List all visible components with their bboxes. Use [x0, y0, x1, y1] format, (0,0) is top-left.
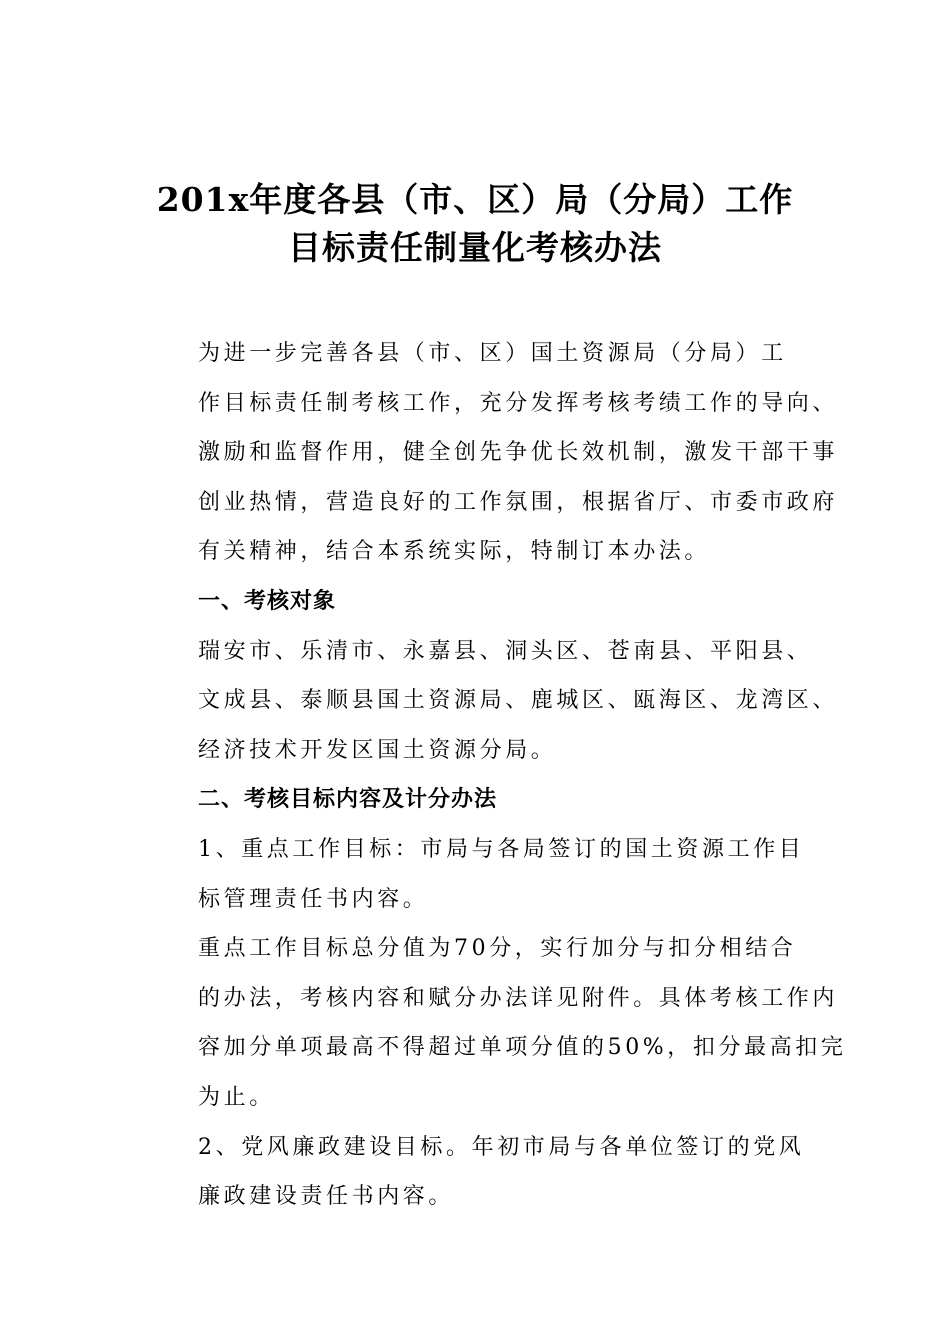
item-1-detail-paragraph	[147, 924, 847, 1122]
objects-paragraph	[147, 627, 839, 776]
text-line: 重点工作目标总分值为70分，实行加分与扣分相结合	[198, 936, 797, 962]
text-line: 为进一步完善各县（市、区）国土资源局（分局）工	[198, 341, 787, 366]
text-line: 作目标责任制考核工作，充分发挥考核考绩工作的导向、	[198, 390, 839, 416]
text-line: 为止。	[198, 1084, 275, 1110]
text-line: 瑞安市、乐清市、永嘉县、洞头区、苍南县、平阳县、	[198, 638, 813, 664]
intro-paragraph	[147, 329, 839, 577]
item-1-paragraph	[147, 825, 827, 924]
text-line: 激励和监督作用，健全创先争优长效机制，激发干部干事	[198, 440, 839, 466]
text-line: 文成县、泰顺县国土资源局、鹿城区、瓯海区、龙湾区、	[198, 688, 839, 714]
text-line: 标管理责任书内容。	[198, 886, 429, 912]
text-line: 创业热情，营造良好的工作氛围，根据省厅、市委市政府	[198, 489, 839, 515]
text-line: 2、党风廉政建设目标。年初市局与各单位签订的党风	[198, 1134, 805, 1160]
text-line: 有关精神，结合本系统实际，特制订本办法。	[198, 539, 711, 565]
item-2-paragraph	[147, 1123, 827, 1222]
document-title-line-2: 目标责任制量化考核办法	[288, 228, 662, 267]
text-line: 1、重点工作目标：市局与各局签订的国土资源工作目	[198, 836, 805, 862]
text-line: 经济技术开发区国土资源分局。	[198, 737, 557, 763]
text-line: 容加分单项最高不得超过单项分值的50%，扣分最高扣完	[198, 1035, 847, 1061]
section-heading-1: 一、考核对象	[198, 588, 337, 614]
document-body	[147, 329, 847, 1222]
text-line: 廉政建设责任书内容。	[198, 1184, 455, 1210]
section-heading-2: 二、考核目标内容及计分办法	[198, 787, 498, 813]
text-line: 的办法，考核内容和赋分办法详见附件。具体考核工作内	[198, 985, 839, 1011]
document-title-line-1: 201x年度各县（市、区）局（分局）工作	[156, 180, 794, 219]
